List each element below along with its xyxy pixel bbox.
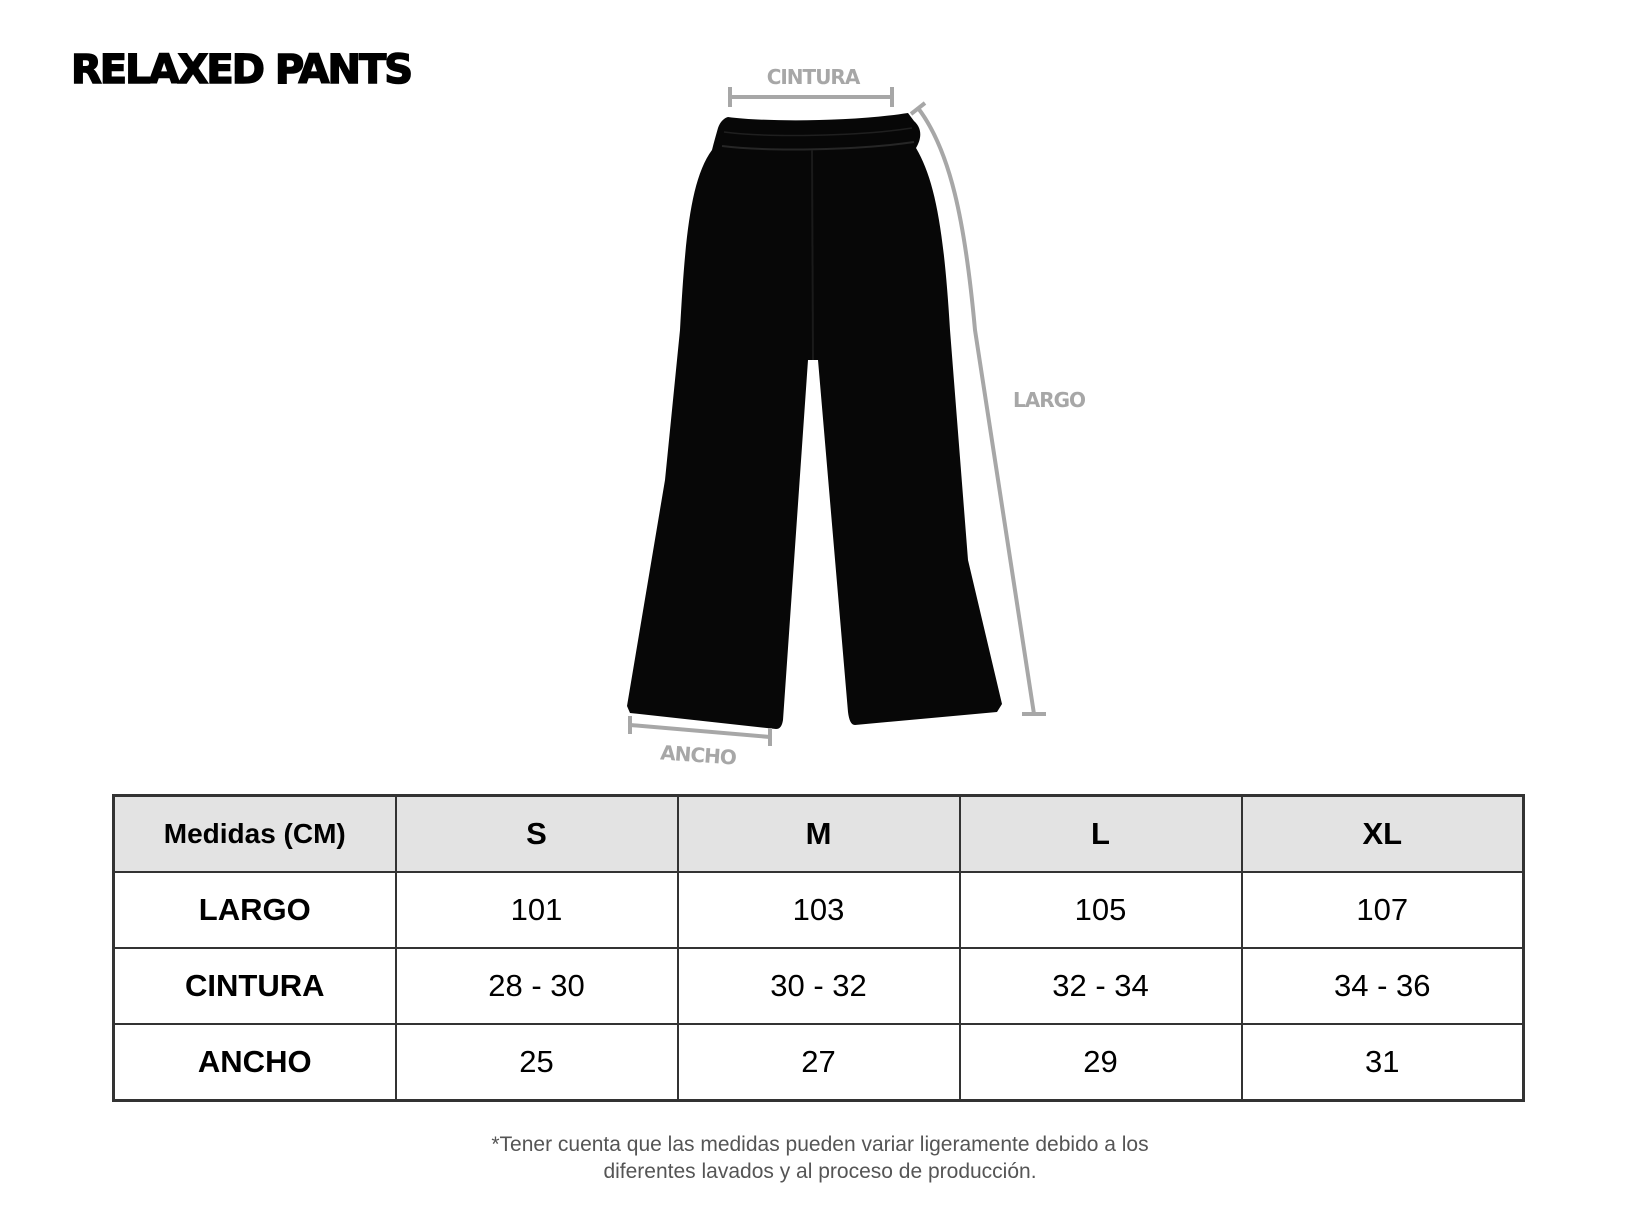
table-cell: 25: [396, 1024, 678, 1101]
table-cell: 30 - 32: [678, 948, 960, 1024]
size-header-s: S: [396, 796, 678, 873]
length-label: LARGO: [1013, 388, 1086, 412]
row-label-largo: LARGO: [114, 872, 396, 948]
size-header-xl: XL: [1242, 796, 1524, 873]
page-title: RELAXED PANTS: [71, 47, 412, 93]
waist-label: CINTURA: [766, 65, 860, 89]
table-cell: 107: [1242, 872, 1524, 948]
disclaimer-line-1: *Tener cuenta que las medidas pueden variar ligeramente debido a los: [491, 1133, 1149, 1156]
table-cell: 101: [396, 872, 678, 948]
table-row: [114, 948, 1524, 1024]
table-row: [114, 1024, 1524, 1101]
size-header-m: M: [678, 796, 960, 873]
table-cell: 27: [678, 1024, 960, 1101]
table-row: [114, 872, 1524, 948]
disclaimer-line-2: diferentes lavados y al proceso de producción.: [603, 1160, 1037, 1183]
table-cell: 29: [960, 1024, 1242, 1101]
table-corner-header: Medidas (CM): [114, 796, 396, 873]
waist-measure-line: [730, 87, 892, 107]
row-label-cintura: CINTURA: [114, 948, 396, 1024]
size-chart-table: [112, 794, 1525, 1102]
size-header-l: L: [960, 796, 1242, 873]
table-header-row: [114, 796, 1524, 873]
table-cell: 105: [960, 872, 1242, 948]
row-label-ancho: ANCHO: [114, 1024, 396, 1101]
table-cell: 32 - 34: [960, 948, 1242, 1024]
disclaimer-note: [0, 1131, 1640, 1185]
pants-image: [627, 113, 1002, 729]
table-cell: 103: [678, 872, 960, 948]
width-label: ANCHO: [659, 740, 737, 770]
table-cell: 28 - 30: [396, 948, 678, 1024]
table-cell: 34 - 36: [1242, 948, 1524, 1024]
table-cell: 31: [1242, 1024, 1524, 1101]
